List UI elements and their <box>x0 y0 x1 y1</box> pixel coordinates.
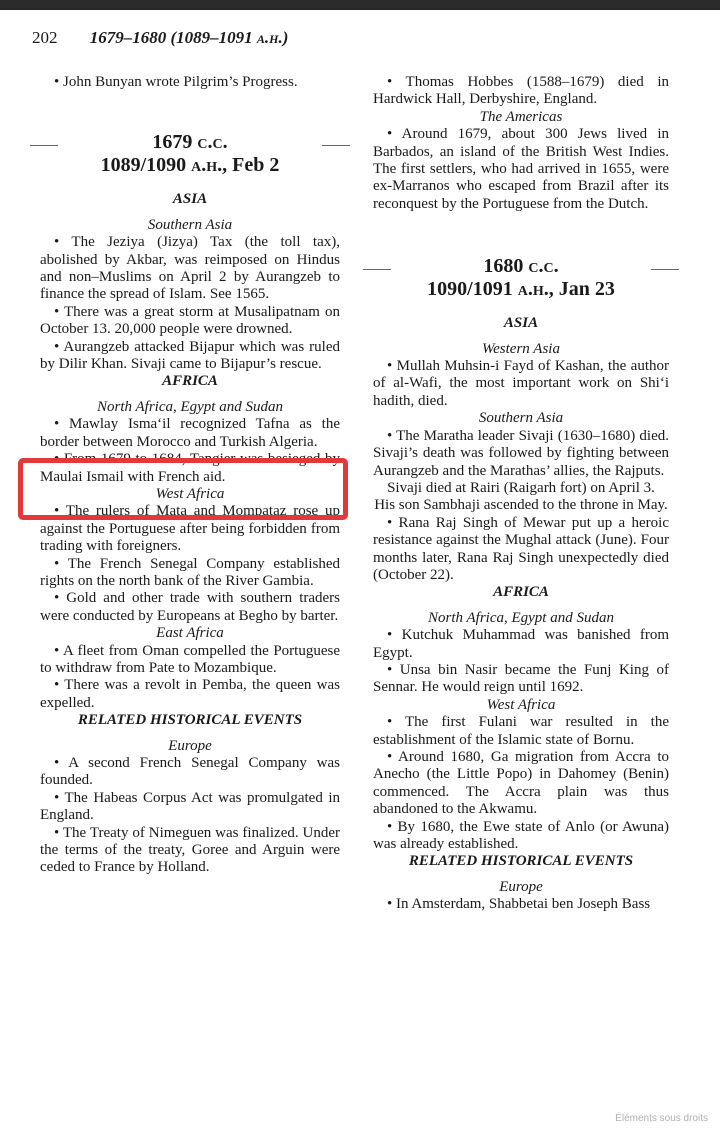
paragraph: • Mullah Muhsin-i Fayd of Kashan, the author of al-Wafi, the most important work on Shi‘i hadith, died. <box>373 358 669 409</box>
heading-rule-left <box>363 269 391 270</box>
paragraph: Sivaji died at Rairi (Raigarh fort) on April 3. <box>387 479 655 496</box>
date-heading-1679 <box>30 131 350 177</box>
watermark: Éléments sous droits <box>615 1113 708 1124</box>
red-highlight-box <box>18 458 348 520</box>
paragraph: • A second French Senegal Company was founded. <box>40 755 340 789</box>
date-line-ah: 1090/1091 a.h., Jan 23 <box>427 278 615 301</box>
paragraph: • Around 1680, Ga migration from Accra to Anecho (the Little Popo) in Dahomey (Benin) commenced. The Accra plain was thus abandoned to the Akwamu. <box>373 749 669 818</box>
paragraph: • From 1679 to 1684, Tangier was besieged by Maulai Ismail with French aid. <box>40 451 340 485</box>
paragraph: • In Amsterdam, Shabbetai ben Joseph Bass <box>387 896 651 913</box>
highlighted-paragraph: • Mawlay Isma‘il recognized Tafna as the border between Morocco and Turkish Algeria. <box>40 416 340 450</box>
paragraph: • The French Senegal Company established rights on the north bank of the River Gambia. <box>40 555 340 589</box>
heading-rule-left <box>30 145 58 146</box>
paragraph: • Gold and other trade with southern traders were conducted by Europeans at Begho by barter. <box>40 590 340 624</box>
paragraph: • The Jeziya (Jizya) Tax (the toll tax), abolished by Akbar, was reimposed on Hindus and non–Muslims on April 2 by Aurangzeb to finance the spread of Islam. See 1565. <box>40 234 340 303</box>
paragraph: • There was a revolt in Pemba, the queen was expelled. <box>40 677 340 711</box>
section-heading: ASIA <box>172 191 208 208</box>
paragraph: • Aurangzeb attacked Bijapur which was ruled by Dilir Khan. Sivaji came to Bijapur’s rescue. <box>40 338 340 373</box>
section-heading: AFRICA <box>493 584 549 601</box>
paragraph: • Rana Raj Singh of Mewar put up a heroic resistance against the Mughal attack (June). Four months later, Rana Raj Singh unexpectedly died (October 22). <box>373 514 669 583</box>
section-heading: ASIA <box>503 315 539 332</box>
subsection-heading: The Americas <box>479 108 563 125</box>
paragraph: • The first Fulani war resulted in the establishment of the Islamic state of Bornu. <box>373 714 669 748</box>
running-title: 1679–1680 (1089–1091 a.h.) <box>89 28 289 47</box>
section-heading: AFRICA <box>162 373 218 390</box>
paragraph: • The rulers of Mata and Mompataz rose up against the Portuguese after being forbidden from trading with foreigners. <box>40 503 340 555</box>
paragraph: • By 1680, the Ewe state of Anlo (or Awuna) was already established. <box>373 818 669 853</box>
subsection-heading: Europe <box>499 878 543 895</box>
heading-rule-right <box>651 269 679 270</box>
paragraph: • Kutchuk Muhammad was banished from Egypt. <box>373 627 669 661</box>
date-heading-1680 <box>363 255 679 301</box>
subsection-heading: West Africa <box>486 696 556 713</box>
subsection-heading: Southern Asia <box>147 216 233 233</box>
paragraph: • The Treaty of Nimeguen was finalized. Under the terms of the treaty, Goree and Arguin were ceded to France by Holland. <box>40 824 340 876</box>
heading-rule-right <box>322 145 350 146</box>
page-header <box>32 28 288 48</box>
date-line-cc: 1679 c.c. <box>152 131 228 154</box>
subsection-heading: Southern Asia <box>478 410 564 427</box>
paragraph: • Around 1679, about 300 Jews lived in Barbados, an island of the British West Indies. The first settlers, who had arrived in 1655, were ex-Marranos who escaped from Brazil after its reconquest by the Portuguese from the Dutch. <box>373 126 669 212</box>
date-line-cc: 1680 c.c. <box>483 255 559 278</box>
paragraph: • Unsa bin Nasir became the Funj King of Sennar. He would reign until 1692. <box>373 661 669 696</box>
subsection-heading: North Africa, Egypt and Sudan <box>97 398 283 415</box>
paragraph: His son Sambhaji ascended to the throne in May. <box>374 497 668 514</box>
subsection-heading: North Africa, Egypt and Sudan <box>428 609 614 626</box>
paragraph: • John Bunyan wrote Pilgrim’s Progress. <box>54 74 298 90</box>
subsection-heading: Western Asia <box>482 340 560 357</box>
section-heading: RELATED HISTORICAL EVENTS <box>408 853 634 870</box>
right-column <box>373 74 669 914</box>
paragraph: • The Maratha leader Sivaji (1630–1680) died. Sivaji’s death was followed by fighting between Aurangzeb and the Marathas’ allies, the Rajputs. <box>373 427 669 479</box>
subsection-heading: East Africa <box>156 625 224 642</box>
subsection-heading: West Africa <box>155 485 225 502</box>
paragraph: • A fleet from Oman compelled the Portuguese to withdraw from Pate to Mozambique. <box>40 642 340 676</box>
subsection-heading: Europe <box>168 737 212 754</box>
paragraph: • There was a great storm at Musalipatnam on October 13. 20,000 people were drowned. <box>40 303 340 338</box>
top-bar <box>0 0 720 10</box>
paragraph: • Thomas Hobbes (1588–1679) died in Hardwick Hall, Derbyshire, England. <box>373 74 669 108</box>
paragraph: • The Habeas Corpus Act was promulgated in England. <box>40 789 340 824</box>
date-line-ah: 1089/1090 a.h., Feb 2 <box>100 154 280 177</box>
page-number: 202 <box>32 28 58 47</box>
section-heading: RELATED HISTORICAL EVENTS <box>77 712 303 729</box>
